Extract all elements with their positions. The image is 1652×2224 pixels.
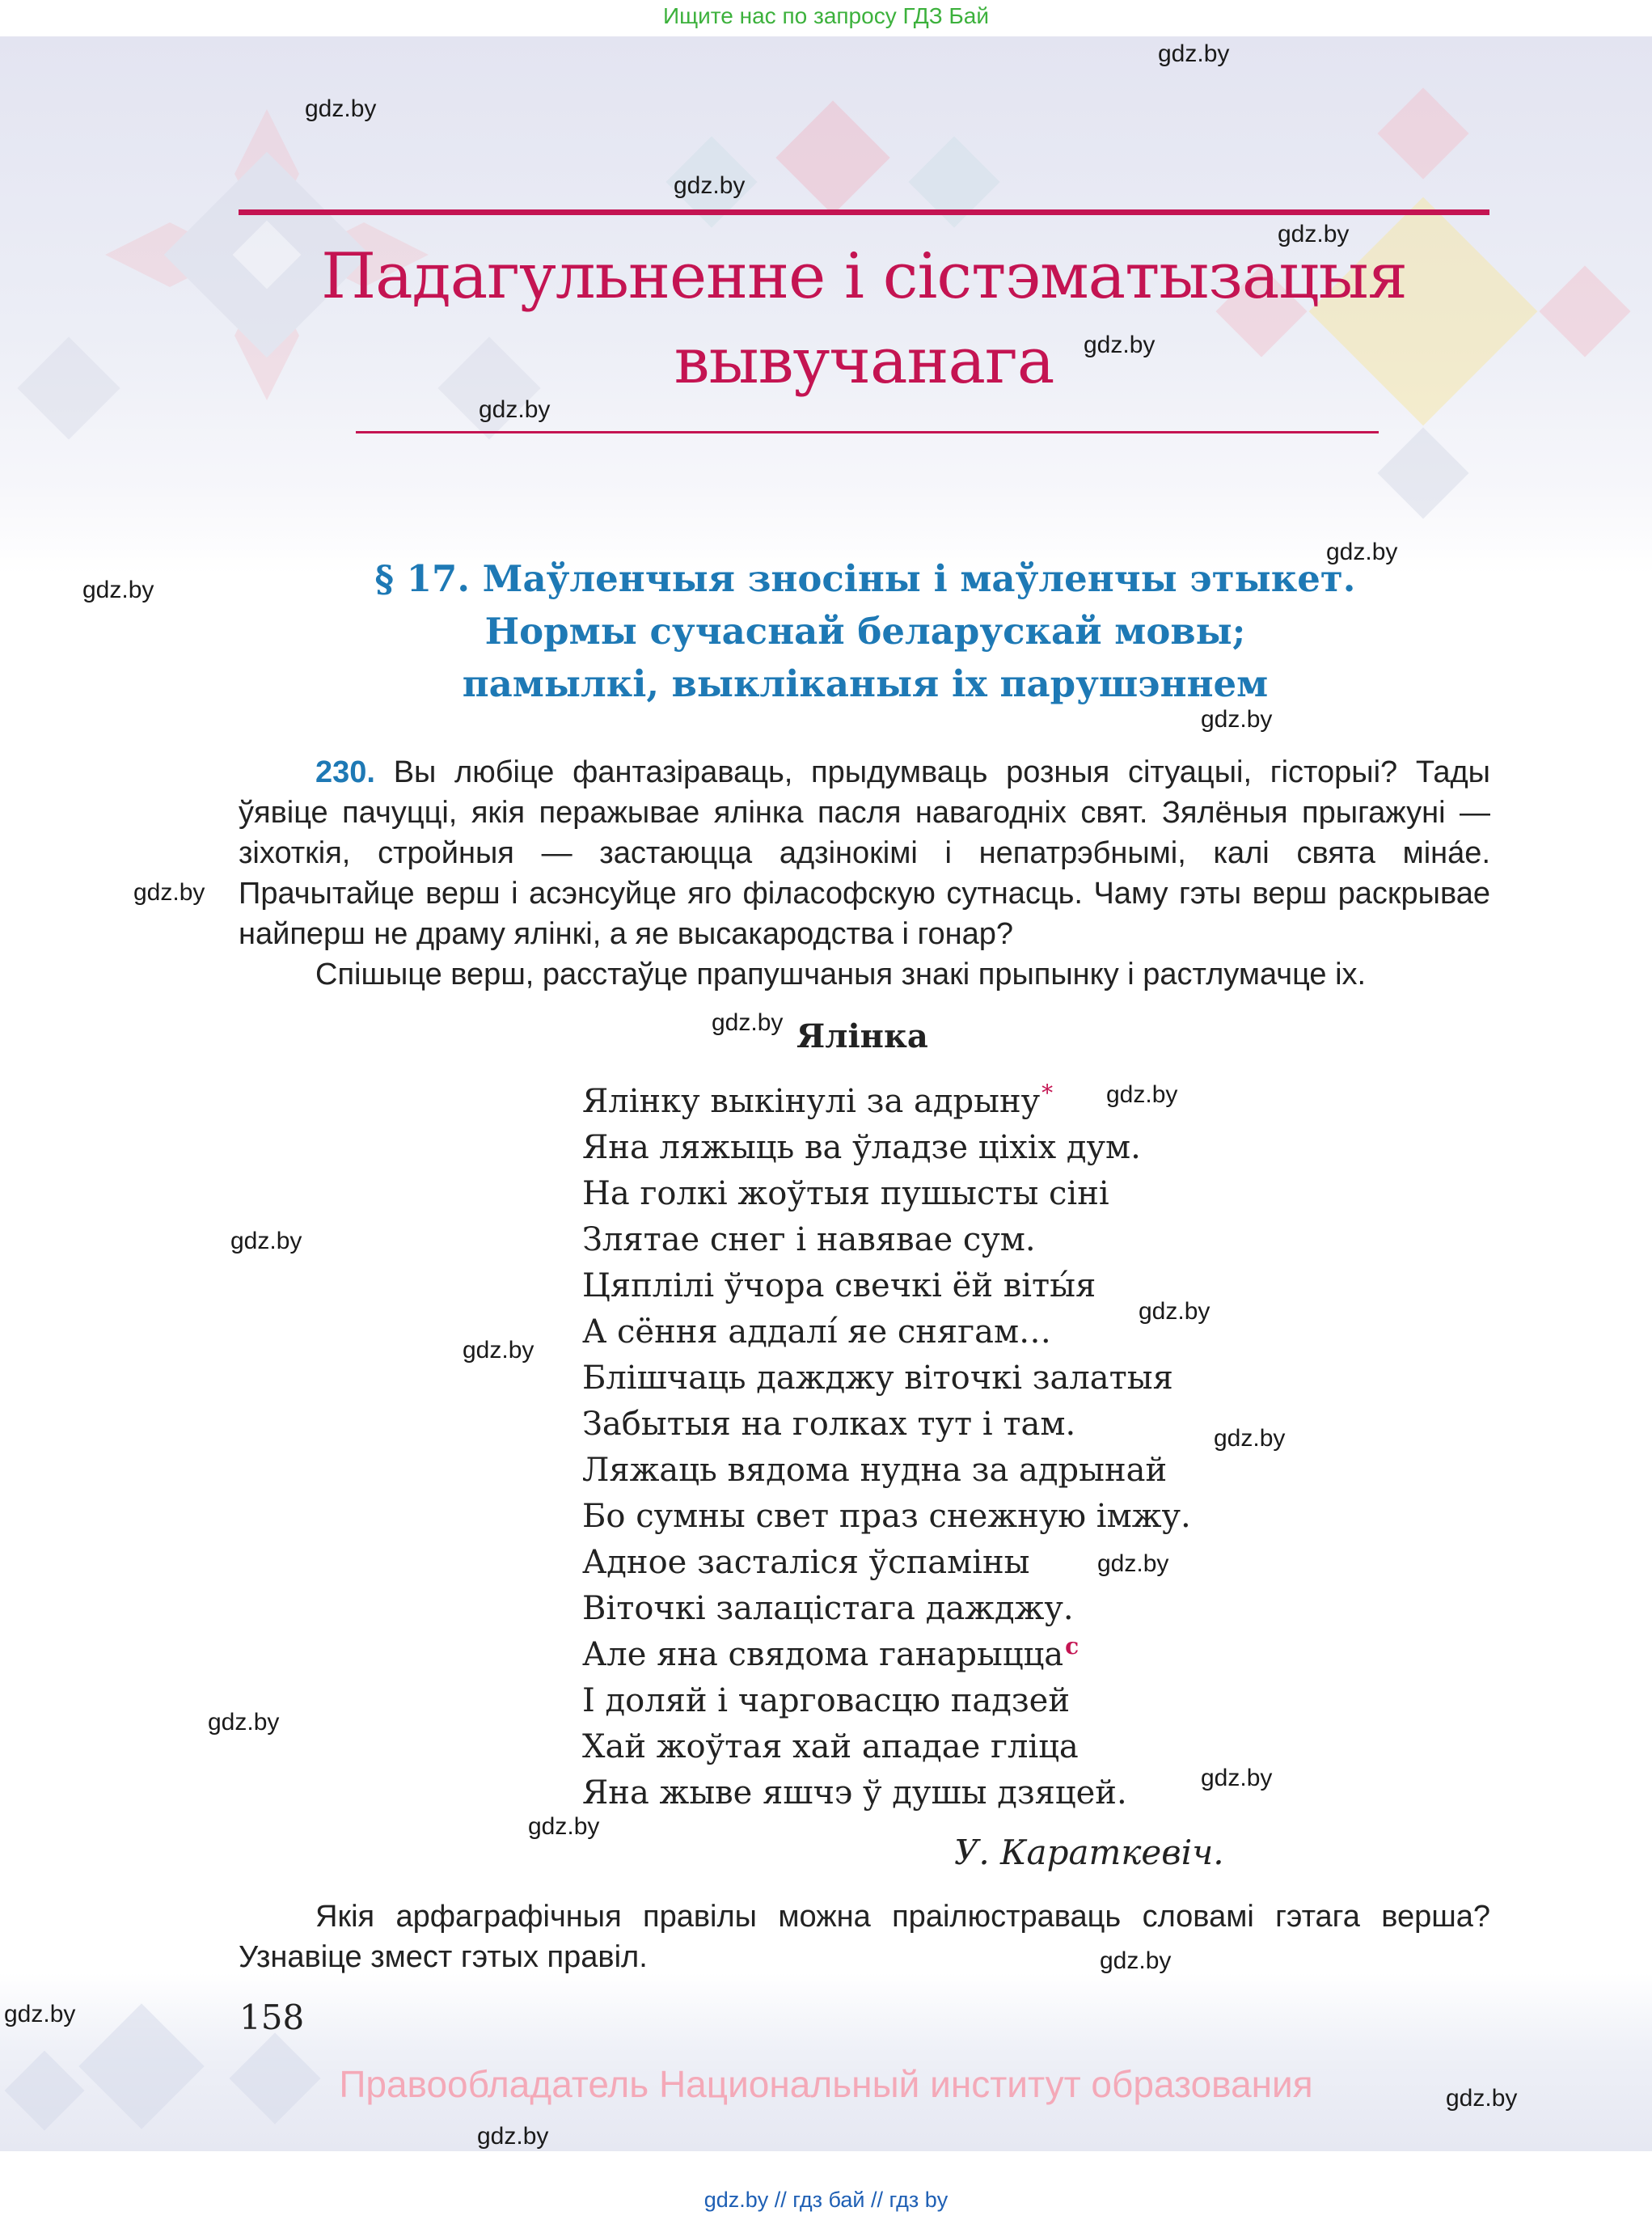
poem-line: Забытыя на голках тут і там. (582, 1406, 1076, 1443)
watermark: gdz.by (479, 396, 551, 423)
watermark: gdz.by (305, 95, 377, 122)
footnote-asterisk: * (1041, 1080, 1054, 1106)
poem-line: А сёння аддалі́ яе снягам… (582, 1313, 1052, 1351)
watermark: gdz.by (4, 2001, 76, 2027)
poem-line: Але яна свядома ганарыцца$^с$ (582, 1633, 1080, 1673)
chapter-title-line-2: вывучанага (674, 325, 1054, 398)
section-title-line-1: § 17. Маўленчыя зносіны і маўленчы этыкет. (374, 557, 1356, 600)
poem-line: Віточкі залацістага дажджу. (582, 1590, 1074, 1627)
poem-line: Бо сумны свет праз снежную імжу. (582, 1498, 1191, 1535)
question-text: Якія арфаграфічныя правілы можна праілюстраваць словамі гэтага верша? Узнавіце змест гэтых правіл. (239, 1900, 1490, 1974)
chapter-title-line-1: Падагульненне і сістэматызацыя (321, 240, 1407, 313)
poem-line: І доляй і чарговасцю падзей (582, 1682, 1071, 1719)
title-rule-top (239, 209, 1489, 215)
watermark: gdz.by (133, 879, 205, 906)
footer-links[interactable]: gdz.by // гдз бай // гдз by (703, 2188, 949, 2212)
poem-line: Адное засталіся ўспаміны (582, 1544, 1030, 1581)
page-number: 158 (239, 1998, 305, 2037)
watermark: gdz.by (1139, 1298, 1210, 1325)
watermark: gdz.by (674, 172, 746, 199)
poem-line: Блішчаць дажджу віточкі залатыя (582, 1359, 1173, 1397)
watermark: gdz.by (1100, 1947, 1172, 1974)
section-title-line-2: Нормы сучаснай беларускай мовы; (484, 610, 1246, 653)
chapter-title (239, 235, 1489, 404)
exercise-text (239, 752, 1490, 954)
poem-line: Хай жоўтая хай ападае гліца (582, 1728, 1079, 1765)
watermark: gdz.by (1158, 40, 1230, 67)
watermark: gdz.by (82, 577, 154, 603)
rights-holder: Правообладатель Национальный институт образования (339, 2063, 1313, 2105)
exercise-number: 230. (315, 755, 375, 789)
watermark: gdz.by (208, 1709, 280, 1736)
footnote-c-mark: с (1065, 1633, 1080, 1660)
title-rule-bottom (356, 431, 1379, 433)
watermark: gdz.by (463, 1337, 534, 1364)
exercise-task: Спішыце верш, расстаўце прапушчаныя знакі прыпынку і растлумачце іх. (315, 958, 1367, 991)
watermark: gdz.by (1214, 1425, 1286, 1452)
poem-line: Ялінку выкінулі за адрыну* (582, 1080, 1054, 1120)
poem-line: Ляжаць вядома нудна за адрынай (582, 1452, 1168, 1489)
poem-title: Ялінка (796, 1017, 928, 1055)
search-hint-banner[interactable]: Ищите нас по запросу ГДЗ Бай (662, 3, 990, 28)
section-title (243, 552, 1488, 710)
watermark: gdz.by (528, 1813, 600, 1840)
watermark: gdz.by (1278, 221, 1350, 247)
watermark: gdz.by (1201, 1765, 1273, 1791)
watermark: gdz.by (712, 1009, 784, 1036)
watermark: gdz.by (1446, 2085, 1518, 2112)
exercise-body: Вы любіце фантазіраваць, прыдумваць розныя сітуацыі, гісторыі? Тады ўявіце пачуцці, якія перажывае ялінка пасля навагодніх свят. Зялёныя прыгажуні — зіхоткія, стройныя — застаюцца адзінокімі і непатрэбнымі, калі свята міна́е. Прачытайце верш і асэнсуйце яго філасофскую сутнасць. Чаму гэты верш раскрывае найперш не драму ялінкі, а яе высакародства і гонар? (239, 755, 1490, 951)
poem-author: У. Караткевіч. (954, 1833, 1224, 1872)
watermark: gdz.by (230, 1228, 302, 1254)
section-title-line-3: памылкі, выкліканыя іх парушэннем (462, 662, 1269, 705)
watermark: gdz.by (1097, 1550, 1169, 1577)
poem-line: Цяплілі ўчора свечкі ёй віты́я (582, 1267, 1096, 1304)
watermark: gdz.by (1326, 539, 1398, 565)
watermark: gdz.by (477, 2123, 549, 2150)
watermark: gdz.by (1084, 332, 1156, 358)
poem-line: На голкі жоўтыя пушысты сіні (582, 1175, 1109, 1212)
poem-line: Злятае снег і навявае сум. (582, 1221, 1036, 1258)
watermark: gdz.by (1106, 1081, 1178, 1108)
poem-line: Яна жыве яшчэ ў душы дзяцей. (582, 1774, 1127, 1812)
watermark: gdz.by (1201, 706, 1273, 733)
poem-line: Яна ляжыць ва ўладзе ціхіх дум. (582, 1129, 1141, 1166)
